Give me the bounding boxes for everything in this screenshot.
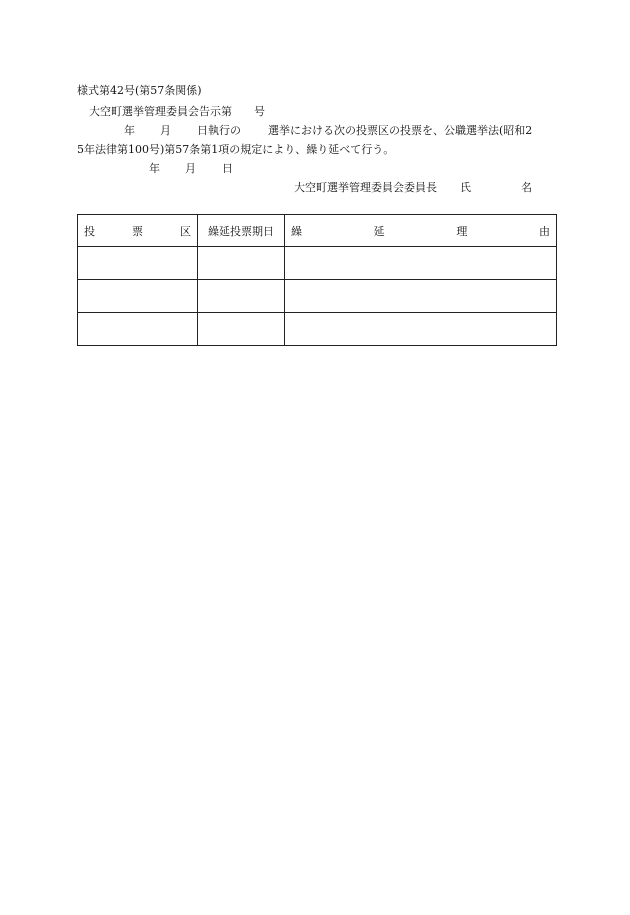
header-reason-char: 延 [373, 224, 385, 238]
notice-month-label: 月 [185, 162, 196, 175]
header-reason-char: 繰 [291, 224, 302, 238]
cell-reason [285, 247, 557, 280]
cell-reason [285, 313, 557, 346]
table-row [78, 247, 557, 280]
header-district-char: 投 [84, 224, 95, 238]
table-row [78, 280, 557, 313]
header-district-char: 票 [132, 224, 143, 238]
header-reason-char: 理 [456, 224, 468, 238]
cell-postponed-date [198, 247, 285, 280]
signature-shi: 氏 [460, 181, 471, 194]
notice-day-label: 日 [222, 162, 233, 175]
signature-mei: 名 [521, 181, 532, 194]
body-line1-text: 選挙における次の投票区の投票を、公職選挙法(昭和2 [268, 124, 533, 137]
cell-reason [285, 280, 557, 313]
signature-title: 大空町選挙管理委員会委員長 [294, 181, 437, 194]
header-postponed-date [198, 215, 285, 247]
table-header-row [78, 215, 557, 247]
header-district-char: 区 [180, 224, 191, 238]
form-number: 様式第42号(第57条関係) [77, 84, 202, 97]
header-reason-char: 由 [538, 224, 550, 238]
cell-district [78, 280, 198, 313]
cell-district [78, 247, 198, 280]
body-line-1 [0, 124, 630, 138]
notice-date [0, 162, 630, 176]
header-reason [285, 215, 557, 247]
notice-title: 大空町選挙管理委員会告示第 号 [89, 105, 265, 118]
header-postponed-date-label: 繰延投票期日 [208, 224, 274, 238]
signature-block [0, 181, 630, 195]
notice-year-label: 年 [149, 162, 160, 175]
table-row [78, 313, 557, 346]
body-line-2: 5年法律第100号)第57条第1項の規定により、繰り延べて行う。 [77, 143, 395, 156]
cell-district [78, 313, 198, 346]
cell-postponed-date [198, 313, 285, 346]
body-day-execution-label: 日執行の [197, 124, 241, 137]
body-month-label: 月 [160, 124, 171, 137]
body-year-label: 年 [124, 124, 135, 137]
header-district [78, 215, 198, 247]
cell-postponed-date [198, 280, 285, 313]
postponement-table [77, 214, 557, 346]
